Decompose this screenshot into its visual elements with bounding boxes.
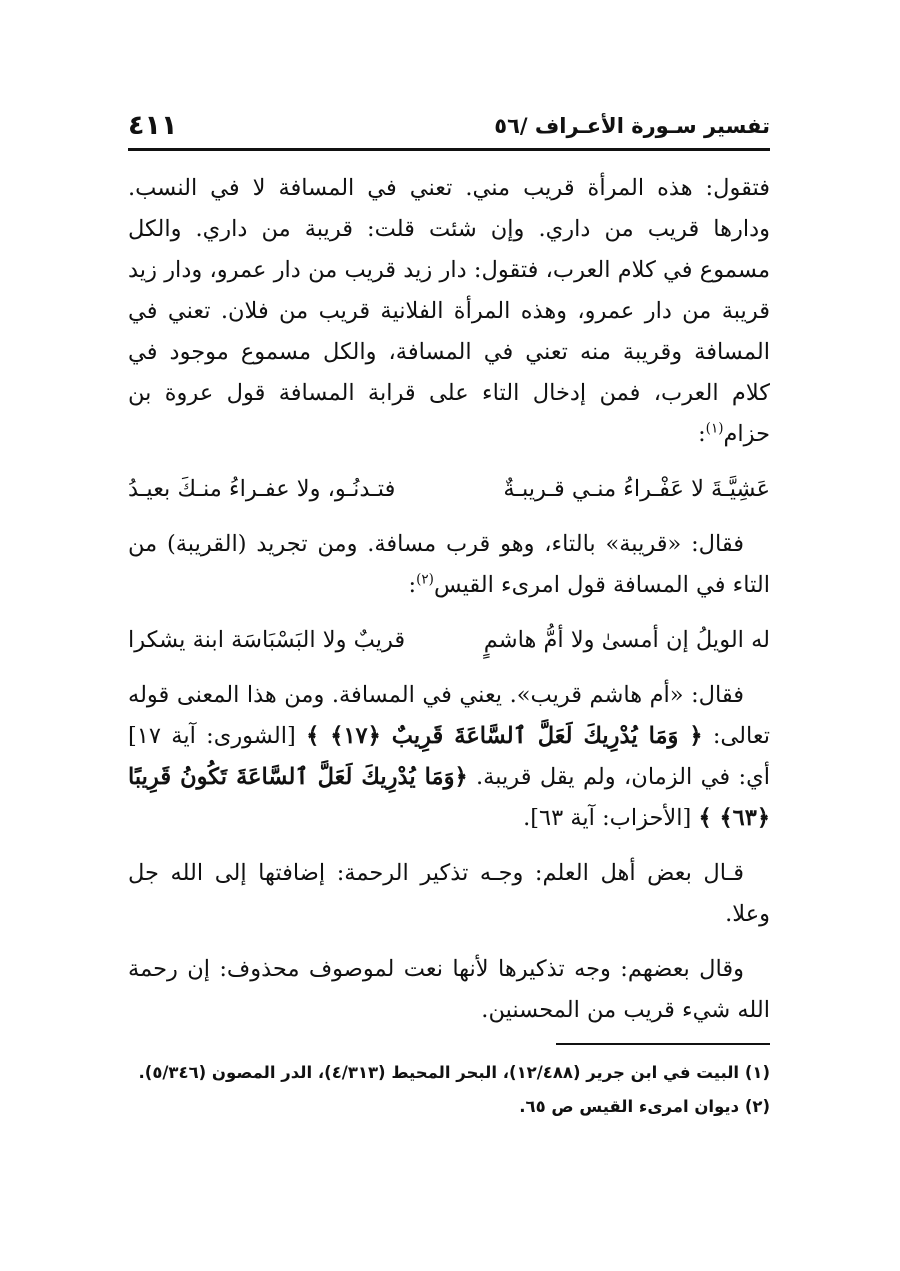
quran-quote-1: ﴿ وَمَا يُدْرِيكَ لَعَلَّ ٱلسَّاعَةَ قَرِيبٌ ﴿١٧﴾ ﴾ xyxy=(306,723,703,749)
main-text xyxy=(128,168,770,1031)
quran-quote-2: ﴿وَمَا يُدْرِيكَ لَعَلَّ ٱلسَّاعَةَ تَكُونُ قَرِيبًا ﴿٦٣﴾ ﴾ xyxy=(128,764,770,831)
verse-1-second-hemistich: فتـدنُـو، ولا عفـراءُ منـكَ بعيـدُ xyxy=(128,476,396,502)
poetry-verse-1 xyxy=(128,469,770,510)
page-number: ٤١١ xyxy=(128,110,178,141)
paragraph-5: وقال بعضهم: وجه تذكيرها لأنها نعت لموصوف محذوف: إن رحمة الله شيء قريب من المحسنين. xyxy=(128,956,770,1023)
footnote-1: (١) البيت في ابن جرير (١٢/٤٨٨)، البحر المحيط (٤/٣١٣)، الدر المصون (٥/٣٤٦). xyxy=(138,1063,770,1082)
running-title: تفسير سـورة الأعـراف /٥٦ xyxy=(494,114,770,138)
page-header xyxy=(128,108,770,146)
paragraph-4: قـال بعض أهل العلم: وجـه تذكير الرحمة: إضافتها إلى الله جل وعلا. xyxy=(128,860,770,927)
footnotes xyxy=(128,1058,770,1126)
footnote-separator xyxy=(556,1043,770,1045)
paragraph-3: فقال: «أم هاشم قريب». يعني في المسافة. ومن هذا المعنى قوله تعالى: ﴿ وَمَا يُدْرِيكَ لَعَلَّ ٱلسَّاعَةَ قَرِيبٌ ﴿١٧﴾ ﴾ [الشورى: آية ١٧] أي: في الزمان، ولم يقل قريبة. ﴿وَمَا يُدْرِيكَ لَعَلَّ ٱلسَّاعَةَ تَكُونُ قَرِيبًا ﴿٦٣﴾ ﴾ [الأحزاب: آية ٦٣]. xyxy=(128,682,771,831)
verse-1-first-hemistich: عَشِيَّـةَ لا عَفْـراءُ منـي قـريبـةٌ xyxy=(503,476,770,502)
paragraph-1: فتقول: هذه المرأة قريب مني. تعني في المسافة لا في النسب. ودارها قريب من داري. وإن شئت قلت: قريبة من داري. والكل مسموع في كلام العرب، فتقول: دار زيد قريب من دار عمرو، ودار زيد قريبة من دار عمرو، وهذه المرأة الفلانية قريب من فلان. تعني في المسافة وقريبة منه تعني في المسافة، والكل مسموع موجود في كلام العرب، فمن إدخال التاء على قرابة المسافة قول عروة بن حزام$^{(١)}$: xyxy=(128,175,770,447)
paragraph-2: فقال: «قريبة» بالتاء، وهو قرب مسافة. ومن تجريد (القريبة) من التاء في المسافة قول امرىء القيس$^{(٢)}$: xyxy=(128,531,770,598)
footnote-ref-2: (٢) xyxy=(416,571,434,588)
verse-2-first-hemistich: له الويلُ إن أمسىٰ ولا أمُّ هاشمٍ xyxy=(483,627,770,653)
poetry-verse-2 xyxy=(128,620,770,661)
footnote-2: (٢) ديوان امرىء القيس ص ٦٥. xyxy=(519,1097,770,1116)
verse-2-second-hemistich: قريبٌ ولا البَسْبَاسَة ابنة يشكرا xyxy=(128,627,406,653)
footnote-ref-1: (١) xyxy=(705,420,724,437)
header-rule xyxy=(128,148,770,151)
